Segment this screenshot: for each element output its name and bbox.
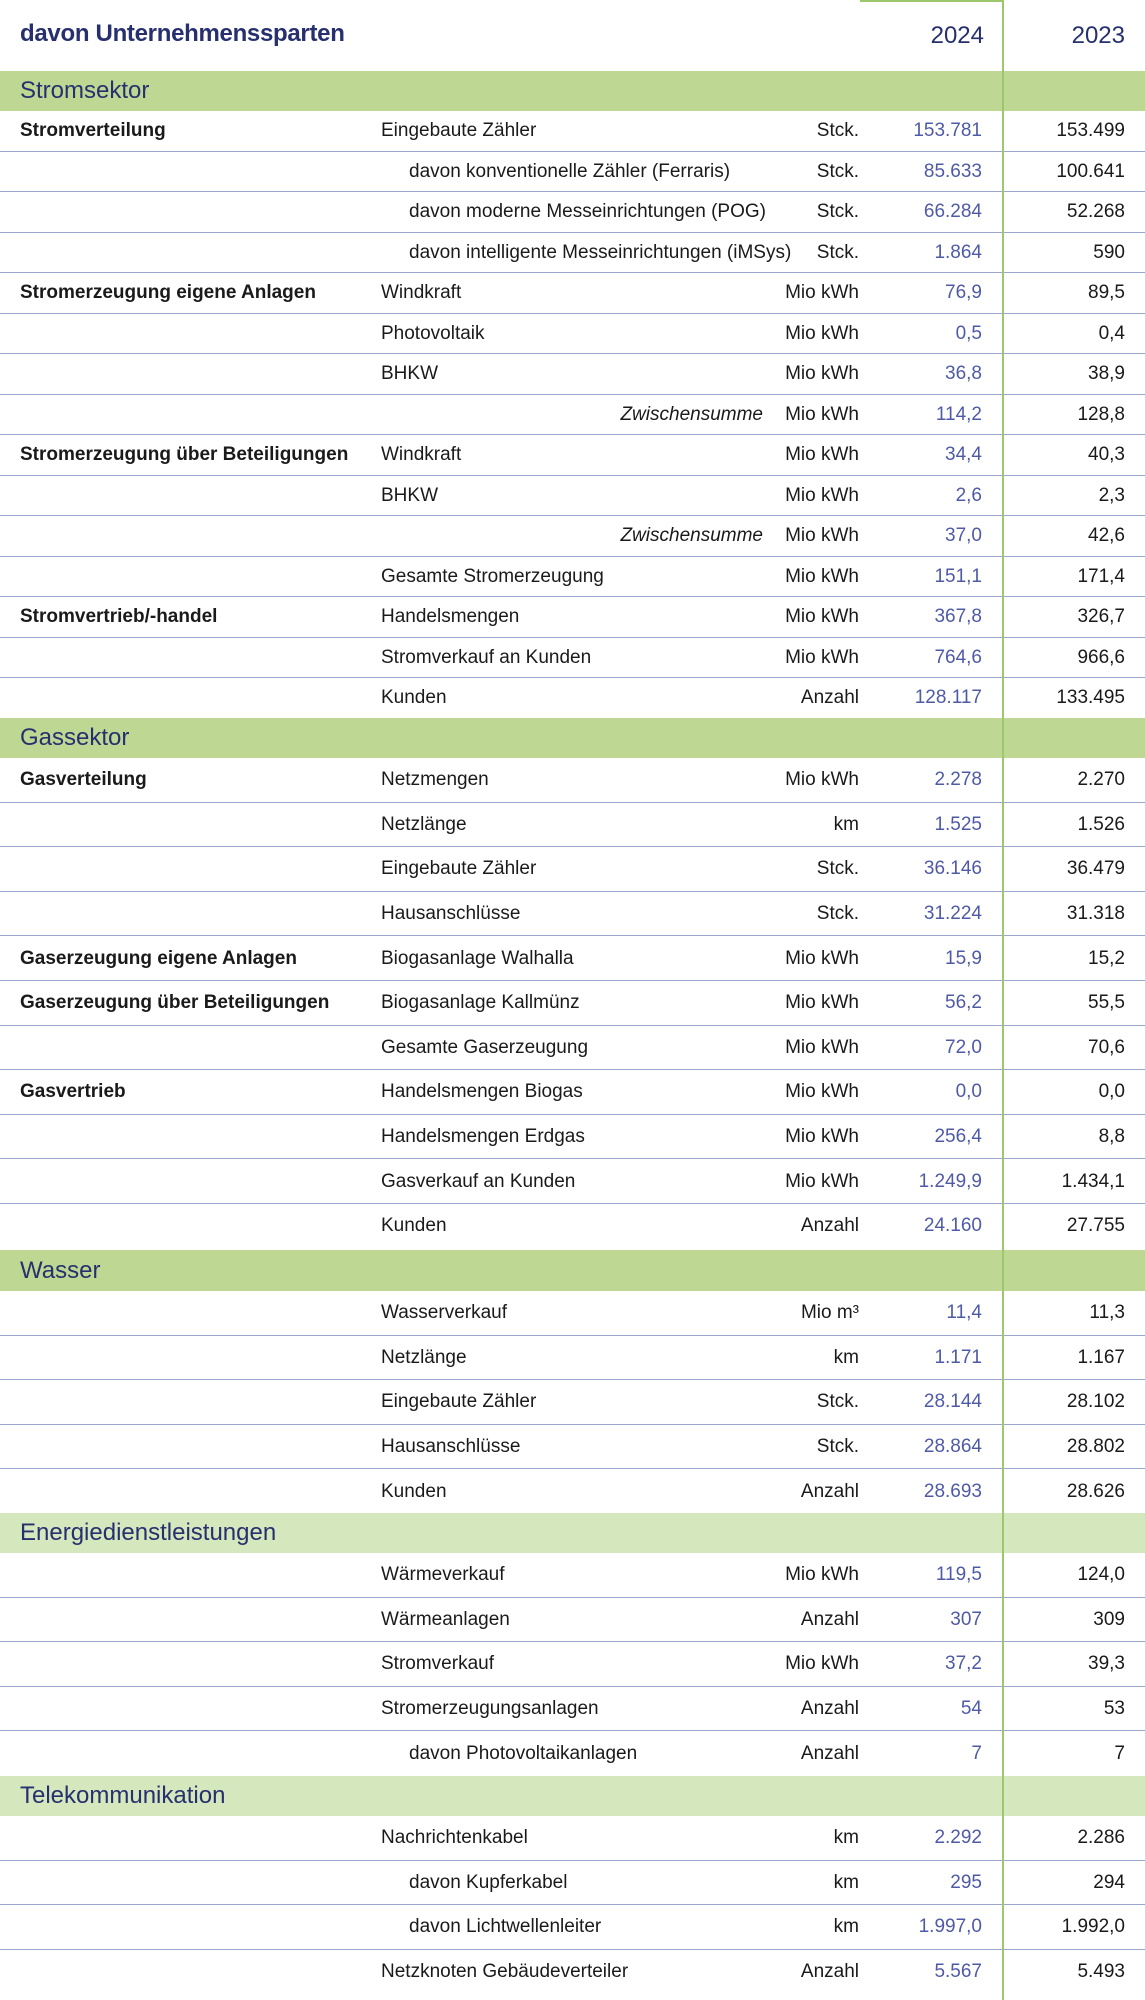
value-2023-cell: 39,3	[1088, 1653, 1125, 1675]
value-2023-cell: 590	[1093, 241, 1125, 263]
unit-cell: Mio kWh	[785, 322, 859, 344]
table-row	[0, 111, 1145, 152]
value-2023-cell: 89,5	[1088, 282, 1125, 304]
value-2024-cell: 1.864	[934, 241, 982, 263]
unit-cell: km	[833, 1827, 859, 1849]
value-2023-cell: 124,0	[1077, 1564, 1125, 1586]
value-2024-cell: 56,2	[945, 992, 982, 1014]
table-row	[0, 233, 1145, 274]
table-row	[0, 1553, 1145, 1598]
unit-cell: Stck.	[816, 120, 859, 142]
value-2024-cell: 367,8	[934, 606, 982, 628]
value-2023-cell: 8,8	[1098, 1126, 1125, 1148]
unit-cell: Anzahl	[800, 1698, 859, 1720]
table-row	[0, 981, 1145, 1026]
unit-cell: Stck.	[816, 1391, 859, 1413]
item-cell: Wasserverkauf	[381, 1302, 507, 1324]
value-2023-cell: 27.755	[1066, 1215, 1125, 1237]
unit-cell: km	[833, 1916, 859, 1938]
value-2023-cell: 0,0	[1098, 1081, 1125, 1103]
column-divider	[1002, 0, 1004, 2000]
table-row	[0, 152, 1145, 193]
value-2024-cell: 72,0	[945, 1036, 982, 1058]
table-row	[0, 395, 1145, 436]
unit-cell: Mio kWh	[785, 1170, 859, 1192]
value-2023-cell: 28.102	[1066, 1391, 1125, 1413]
category-cell: Gasverteilung	[20, 769, 147, 791]
unit-cell: Anzahl	[800, 1742, 859, 1764]
item-cell: BHKW	[381, 363, 438, 385]
value-2023-cell: 38,9	[1088, 363, 1125, 385]
item-cell: Netzmengen	[381, 769, 489, 791]
item-cell: Gasverkauf an Kunden	[381, 1170, 576, 1192]
category-cell: Gaserzeugung über Beteiligungen	[20, 992, 330, 1014]
item-cell: Biogasanlage Walhalla	[381, 947, 574, 969]
table-row	[0, 1070, 1145, 1115]
unit-cell: km	[833, 1871, 859, 1893]
unit-cell: Mio kWh	[785, 1081, 859, 1103]
table-row	[0, 1905, 1145, 1950]
value-2024-cell: 1.997,0	[918, 1916, 982, 1938]
value-2023-cell: 31.318	[1066, 903, 1125, 925]
item-cell: Handelsmengen	[381, 606, 520, 628]
unit-cell: Stck.	[816, 903, 859, 925]
unit-cell: Mio kWh	[785, 1564, 859, 1586]
item-cell: Photovoltaik	[381, 322, 485, 344]
value-2023-cell: 2,3	[1098, 484, 1125, 506]
value-2024-cell: 36.146	[923, 858, 982, 880]
table-row	[0, 192, 1145, 233]
category-cell: Stromvertrieb/-handel	[20, 606, 218, 628]
value-2023-cell: 11,3	[1089, 1302, 1125, 1324]
table-row	[0, 1380, 1145, 1425]
unit-cell: Mio kWh	[785, 947, 859, 969]
value-2024-cell: 54	[960, 1698, 982, 1720]
table-row	[0, 435, 1145, 476]
value-2023-cell: 36.479	[1066, 858, 1125, 880]
unit-cell: Mio kWh	[785, 403, 859, 425]
item-cell: Nachrichtenkabel	[381, 1827, 528, 1849]
item-cell: Eingebaute Zähler	[381, 1391, 537, 1413]
value-2024-cell: 0,5	[955, 322, 982, 344]
value-2024-cell: 153.781	[913, 120, 982, 142]
value-2023-cell: 309	[1093, 1608, 1125, 1630]
unit-cell: Anzahl	[800, 1215, 859, 1237]
item-cell: davon konventionelle Zähler (Ferraris)	[409, 160, 731, 182]
item-cell: Eingebaute Zähler	[381, 120, 537, 142]
item-cell: Gesamte Stromerzeugung	[381, 565, 604, 587]
table-title: davon Unternehmenssparten	[20, 20, 345, 47]
table-row	[0, 557, 1145, 598]
value-2023-cell: 294	[1093, 1871, 1125, 1893]
value-2024-cell: 7	[971, 1742, 982, 1764]
unit-cell: Mio kWh	[785, 565, 859, 587]
table-row	[0, 1861, 1145, 1906]
item-cell: Windkraft	[381, 282, 462, 304]
column-divider-top	[860, 0, 1003, 2]
item-cell: Wärmeanlagen	[381, 1608, 510, 1630]
value-2023-cell: 2.286	[1077, 1827, 1125, 1849]
value-2024-cell: 2,6	[955, 484, 982, 506]
value-2023-cell: 0,4	[1098, 322, 1125, 344]
value-2023-cell: 133.495	[1056, 687, 1125, 709]
value-2023-cell: 128,8	[1077, 403, 1125, 425]
table-header	[0, 0, 1145, 71]
column-header-2024: 2024	[930, 22, 984, 49]
value-2024-cell: 37,2	[945, 1653, 982, 1675]
section-title: Telekommunikation	[20, 1782, 226, 1809]
value-2023-cell: 28.802	[1066, 1436, 1125, 1458]
unit-cell: Anzahl	[800, 1608, 859, 1630]
table-row	[0, 892, 1145, 937]
value-2024-cell: 28.864	[923, 1436, 982, 1458]
table-row	[0, 1950, 1145, 1995]
item-cell: davon intelligente Messeinrichtungen (iMSys)	[409, 241, 792, 263]
value-2023-cell: 15,2	[1088, 947, 1125, 969]
table-row	[0, 476, 1145, 517]
table-row	[0, 1026, 1145, 1071]
item-cell: davon Lichtwellenleiter	[409, 1916, 602, 1938]
category-cell: Stromerzeugung eigene Anlagen	[20, 282, 316, 304]
value-2023-cell: 966,6	[1077, 646, 1125, 668]
value-2023-cell: 1.167	[1077, 1346, 1125, 1368]
table-row	[0, 1469, 1145, 1514]
value-2024-cell: 31.224	[923, 903, 982, 925]
section-header	[0, 718, 1145, 758]
item-cell: davon Kupferkabel	[409, 1871, 568, 1893]
table-row	[0, 1687, 1145, 1732]
item-cell: Wärmeverkauf	[381, 1564, 505, 1586]
table-row	[0, 936, 1145, 981]
value-2023-cell: 1.526	[1077, 813, 1125, 835]
value-2024-cell: 66.284	[923, 201, 982, 223]
unit-cell: Mio kWh	[785, 444, 859, 466]
unit-cell: Mio kWh	[785, 646, 859, 668]
unit-cell: Stck.	[816, 201, 859, 223]
table-row	[0, 638, 1145, 679]
value-2024-cell: 0,0	[955, 1081, 982, 1103]
category-cell: Stromerzeugung über Beteiligungen	[20, 444, 349, 466]
value-2023-cell: 55,5	[1088, 992, 1125, 1014]
value-2024-cell: 295	[950, 1871, 982, 1893]
table-row	[0, 1204, 1145, 1249]
table-row	[0, 847, 1145, 892]
item-cell: Stromverkauf	[381, 1653, 494, 1675]
unit-cell: Mio kWh	[785, 525, 859, 547]
table-row	[0, 354, 1145, 395]
value-2024-cell: 1.171	[934, 1346, 982, 1368]
item-cell: Handelsmengen Biogas	[381, 1081, 583, 1103]
value-2024-cell: 128.117	[914, 687, 982, 709]
table-row	[0, 758, 1145, 803]
value-2023-cell: 153.499	[1056, 120, 1125, 142]
item-cell: Zwischensumme	[620, 525, 763, 547]
value-2023-cell: 28.626	[1066, 1480, 1125, 1502]
item-cell: Netzlänge	[381, 813, 467, 835]
table-row	[0, 1336, 1145, 1381]
table-row	[0, 516, 1145, 557]
item-cell: davon moderne Messeinrichtungen (POG)	[409, 201, 766, 223]
value-2023-cell: 171,4	[1077, 565, 1125, 587]
table-row	[0, 1115, 1145, 1160]
table-row	[0, 1816, 1145, 1861]
value-2023-cell: 1.434,1	[1061, 1170, 1125, 1192]
unit-cell: km	[833, 1346, 859, 1368]
category-cell: Gasvertrieb	[20, 1081, 126, 1103]
value-2024-cell: 37,0	[945, 525, 982, 547]
item-cell: Stromverkauf an Kunden	[381, 646, 592, 668]
value-2024-cell: 24.160	[923, 1215, 982, 1237]
item-cell: Eingebaute Zähler	[381, 858, 537, 880]
value-2024-cell: 1.525	[934, 813, 982, 835]
table-row	[0, 273, 1145, 314]
value-2024-cell: 15,9	[945, 947, 982, 969]
unit-cell: Stck.	[816, 858, 859, 880]
value-2023-cell: 70,6	[1088, 1036, 1125, 1058]
item-cell: Netzknoten Gebäudeverteiler	[381, 1961, 629, 1983]
unit-cell: Mio kWh	[785, 1126, 859, 1148]
item-cell: Gesamte Gaserzeugung	[381, 1036, 589, 1058]
table-row	[0, 1291, 1145, 1336]
value-2024-cell: 28.693	[923, 1480, 982, 1502]
value-2024-cell: 2.278	[934, 769, 982, 791]
unit-cell: Stck.	[816, 1436, 859, 1458]
section-title: Stromsektor	[20, 77, 150, 104]
unit-cell: Stck.	[816, 241, 859, 263]
section-header	[0, 1513, 1145, 1553]
section-header	[0, 1250, 1145, 1291]
section-title: Energiedienstleistungen	[20, 1519, 277, 1546]
table-row	[0, 1159, 1145, 1204]
item-cell: Kunden	[381, 687, 447, 709]
item-cell: Handelsmengen Erdgas	[381, 1126, 585, 1148]
item-cell: Hausanschlüsse	[381, 1436, 521, 1458]
value-2023-cell: 52.268	[1066, 201, 1125, 223]
section-header	[0, 1776, 1145, 1816]
value-2024-cell: 256,4	[934, 1126, 982, 1148]
unit-cell: Mio m³	[800, 1302, 859, 1324]
unit-cell: Mio kWh	[785, 282, 859, 304]
value-2023-cell: 326,7	[1077, 606, 1125, 628]
item-cell: Kunden	[381, 1215, 447, 1237]
item-cell: Hausanschlüsse	[381, 903, 521, 925]
table-row	[0, 1425, 1145, 1470]
table-row	[0, 314, 1145, 355]
value-2024-cell: 34,4	[945, 444, 982, 466]
item-cell: Stromerzeugungsanlagen	[381, 1698, 599, 1720]
value-2023-cell: 1.992,0	[1061, 1916, 1125, 1938]
table-row	[0, 803, 1145, 848]
value-2024-cell: 36,8	[945, 363, 982, 385]
value-2024-cell: 28.144	[923, 1391, 982, 1413]
section-title: Gassektor	[20, 724, 130, 751]
item-cell: BHKW	[381, 484, 438, 506]
unit-cell: Mio kWh	[785, 1653, 859, 1675]
value-2023-cell: 53	[1103, 1698, 1125, 1720]
value-2023-cell: 7	[1114, 1742, 1125, 1764]
unit-cell: Mio kWh	[785, 992, 859, 1014]
unit-cell: Mio kWh	[785, 1036, 859, 1058]
value-2023-cell: 5.493	[1077, 1961, 1125, 1983]
section-header	[0, 71, 1145, 111]
value-2024-cell: 76,9	[945, 282, 982, 304]
unit-cell: Mio kWh	[785, 769, 859, 791]
value-2024-cell: 307	[950, 1608, 982, 1630]
table-row	[0, 597, 1145, 638]
category-cell: Stromverteilung	[20, 120, 166, 142]
unit-cell: Anzahl	[800, 687, 859, 709]
value-2024-cell: 151,1	[934, 565, 982, 587]
item-cell: Kunden	[381, 1480, 447, 1502]
value-2023-cell: 42,6	[1088, 525, 1125, 547]
unit-cell: km	[833, 813, 859, 835]
value-2024-cell: 2.292	[934, 1827, 982, 1849]
value-2024-cell: 114,2	[935, 403, 982, 425]
item-cell: davon Photovoltaikanlagen	[409, 1742, 638, 1764]
category-cell: Gaserzeugung eigene Anlagen	[20, 947, 297, 969]
table-row	[0, 1598, 1145, 1643]
item-cell: Biogasanlage Kallmünz	[381, 992, 580, 1014]
unit-cell: Mio kWh	[785, 363, 859, 385]
unit-cell: Stck.	[816, 160, 859, 182]
unit-cell: Anzahl	[800, 1480, 859, 1502]
value-2024-cell: 5.567	[934, 1961, 982, 1983]
value-2024-cell: 764,6	[934, 646, 982, 668]
column-header-2023: 2023	[1071, 22, 1125, 49]
item-cell: Netzlänge	[381, 1346, 467, 1368]
unit-cell: Mio kWh	[785, 606, 859, 628]
table-row	[0, 678, 1145, 719]
item-cell: Windkraft	[381, 444, 462, 466]
value-2023-cell: 40,3	[1088, 444, 1125, 466]
item-cell: Zwischensumme	[620, 403, 763, 425]
value-2024-cell: 119,5	[935, 1564, 982, 1586]
value-2023-cell: 2.270	[1077, 769, 1125, 791]
table-row	[0, 1642, 1145, 1687]
table-row	[0, 1731, 1145, 1776]
unit-cell: Mio kWh	[785, 484, 859, 506]
value-2024-cell: 85.633	[923, 160, 982, 182]
value-2023-cell: 100.641	[1056, 160, 1125, 182]
section-title: Wasser	[20, 1256, 101, 1284]
value-2024-cell: 11,4	[946, 1302, 982, 1324]
unit-cell: Anzahl	[800, 1961, 859, 1983]
value-2024-cell: 1.249,9	[918, 1170, 982, 1192]
